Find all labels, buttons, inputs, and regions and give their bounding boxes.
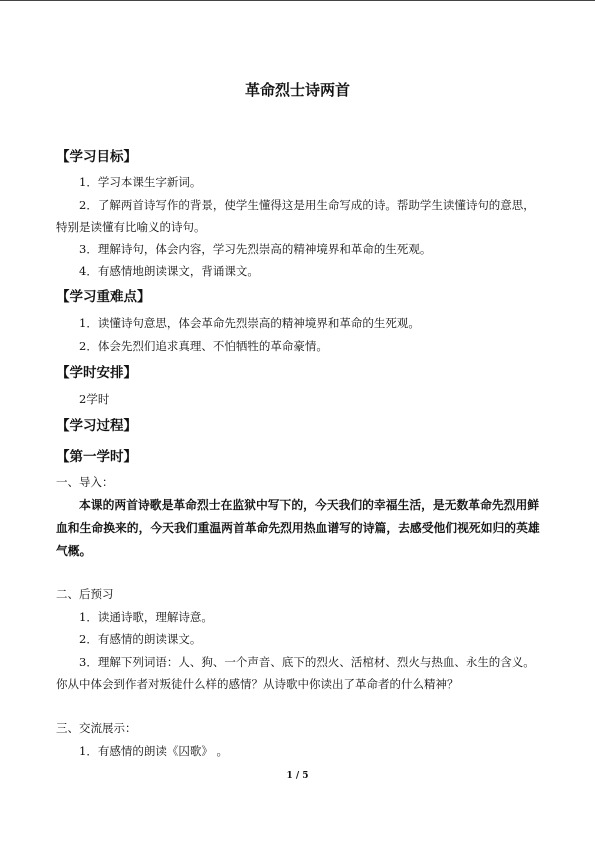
preview-item-2: 2．有感情的朗读课文。 — [79, 632, 202, 646]
heading-process: 【学习过程】 — [56, 418, 137, 434]
goal-item-1: 1．学习本课生字新词。 — [79, 175, 202, 189]
heading-key-points: 【学习重难点】 — [56, 289, 151, 305]
key-item-1: 1．读懂诗句意思，体会革命先烈崇高的精神境界和革命的生死观。 — [79, 316, 420, 330]
goal-item-4: 4．有感情地朗读课文，背诵课文。 — [79, 264, 259, 278]
share-item-1: 1．有感情的朗读《囚歌》 。 — [79, 744, 228, 758]
page-top-border — [0, 0, 595, 1]
preview-item-3: 3．理解下列词语：人、狗、一个声音、底下的烈火、活棺材、烈火与热血、永生的含义。你从中体会到作者对叛徒什么样的感情？从诗歌中你读出了革命者的什么精神？ — [56, 655, 535, 691]
goal-item-2: 2．了解两首诗写作的背景，使学生懂得这是用生命写成的诗。帮助学生读懂诗句的意思，特别是读懂有比喻义的诗句。 — [56, 198, 535, 234]
intro-label: 一、导入： — [56, 475, 114, 489]
intro-text: 本课的两首诗歌是革命烈士在监狱中写下的，今天我们的幸福生活，是无数革命先烈用鲜血和生命换来的，今天我们重温两首革命先烈用热血谱写的诗篇，去感受他们视死如归的英雄气概。 — [56, 498, 540, 558]
goal-item-3: 3．理解诗句，体会内容，学习先烈崇高的精神境界和革命的生死观。 — [79, 242, 432, 256]
key-item-2: 2．体会先烈们追求真理、不怕牺牲的革命豪情。 — [79, 339, 328, 353]
share-label: 三、交流展示： — [56, 721, 137, 735]
schedule-text: 2学时 — [79, 392, 110, 406]
preview-label: 二、后预习 — [56, 587, 114, 601]
heading-goals: 【学习目标】 — [56, 149, 137, 165]
heading-schedule: 【学时安排】 — [56, 365, 137, 381]
page-number: 1 / 5 — [286, 771, 309, 781]
preview-item-1: 1．读通诗歌，理解诗意。 — [79, 610, 213, 624]
heading-period-1: 【第一学时】 — [56, 449, 137, 465]
page-title: 革命烈士诗两首 — [244, 81, 350, 99]
